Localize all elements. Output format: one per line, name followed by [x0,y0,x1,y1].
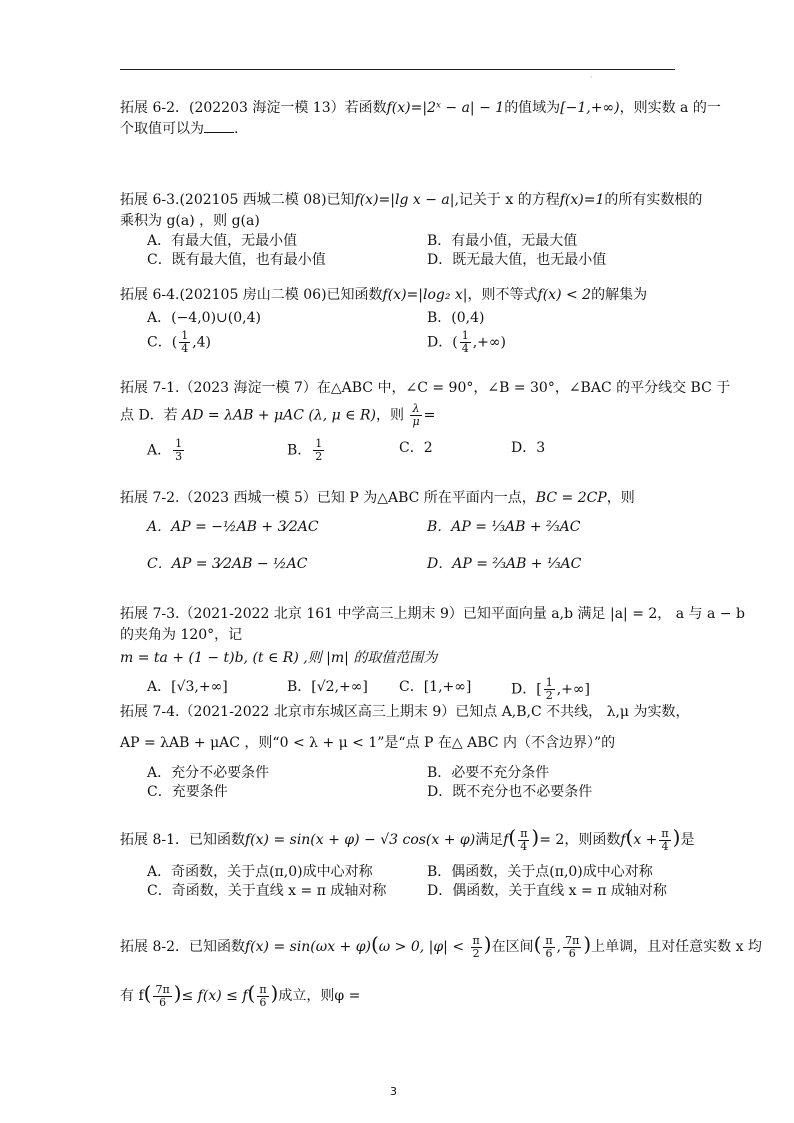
p81-mid: 满足 [475,832,504,848]
p63-prefix: 拓展 6-3.(202105 西城二模 08)已知 [120,192,355,208]
option-b[interactable]: B．(0,4) [427,310,485,326]
numerator: 1 [461,329,469,342]
p71-mid: ，则 [375,407,404,424]
option-c[interactable]: C．奇函数，关于直线 x = π 成轴对称 [147,883,387,899]
problem-8-1: 拓展 8-1．已知函数f(x) = sin(x + φ) − √3 cos(x + φ)满足f( $\frac{\pi}{4}$ )= 2，则函数f(x + $\frac{\pi}{4}$ )是 A．奇函数，关于点(π,0)成中心对称 B．偶函数，关于点(π,0)成中心对称 C．奇函数，关于直线 x = π 成轴对称 D．偶函数，关于直线 x = π 成轴对称 [120,822,675,901]
problem-6-4 [120,285,675,355]
denominator: 4 [181,342,189,355]
p71-line1: 拓展 7-1.（2023 海淀一模 7）在△ABC 中，∠C = 90°，∠B = 30°，∠BAC 的平分线交 BC 于 [120,380,731,396]
p81-tail-end: 是 [680,832,695,848]
p71-prefix: 点 D．若 [120,407,178,424]
denominator: 6 [259,995,267,1009]
p74-line2: AP = λAB + μAC ，则“0 < λ + μ < 1”是“点 P 在△ ABC 内（不含边界）”的 [120,735,616,751]
denominator: 2 [315,450,323,463]
option-d[interactable]: D．偶函数，关于直线 x = π 成轴对称 [427,883,667,899]
p72-options [120,509,675,583]
option-a[interactable] [147,438,287,463]
option-b[interactable] [287,438,399,463]
denominator: 6 [545,946,553,960]
p64-func: f(x)=|log₂ x| [382,287,468,303]
p64-mid: ，则不等式 [467,287,538,303]
option-d[interactable]: D．既不充分也不必要条件 [427,784,593,800]
option-a[interactable]: A．(−4,0)∪(0,4) [147,310,261,326]
d-label: D．[ [511,681,542,698]
p63-line2: 乘积为 g(a) ，则 g(a) [120,213,260,229]
numerator: π [520,826,528,840]
denominator: 3 [175,450,183,463]
numerator: 7π [155,982,170,996]
problem-8-2: 拓展 8-2．已知函数f(x) = sin(ωx + φ)(ω > 0, |φ| < $\frac{\pi}{2}$ )在区间( $\frac{\pi}{6}$ , $\frac{7\pi}{6}$ )上单调，且对任意实数 x 均 有 f( $\frac{7\pi}{6}$ )≤ f(x) ≤ f( $\frac{\pi}{6}$ )成立，则φ = [120,932,762,1009]
c-label: C．( [147,334,178,351]
d-label: D．( [427,334,458,351]
p82-prefix: 拓展 8-2．已知函数 [120,939,245,955]
p73-line2: 的夹角为 120°，记 [120,627,243,643]
pi-over-6 [543,935,554,960]
denominator: μ [412,415,420,428]
page-number: 3 [390,1085,397,1098]
header-rule [120,69,675,70]
option-b[interactable]: B．有最小值，无最大值 [427,233,578,249]
option-c[interactable]: C．充要条件 [147,784,228,800]
seven-pi-over-6 [563,935,581,960]
p62-range: [−1,+∞) [560,100,620,116]
option-d[interactable] [511,677,651,702]
p73-line1: 拓展 7-3.（2021-2022 北京 161 中学高三上期末 9）已知平面向量 a,b 满足 |a| = 2， a 与 a − b [120,606,745,622]
p81-prefix: 拓展 8-1．已知函数 [120,832,245,848]
p72-end: ，则 [606,490,635,506]
option-b[interactable]: B．[√2,+∞] [287,679,368,695]
option-a[interactable]: A．AP = −½AB + 3⁄2AC [147,519,319,535]
p74-options [120,764,675,802]
numerator: 7π [565,933,580,947]
denominator: 6 [568,946,576,960]
numerator: π [661,826,669,840]
answer-blank [204,132,234,133]
numerator: 1 [315,437,323,450]
numerator: π [472,933,480,947]
p81-func: f(x) = sin(x + φ) − √3 cos(x + φ) [245,832,476,848]
p62-suffix: ，则实数 a 的一 [619,100,721,116]
p82-mid: 在区间 [491,939,534,955]
a-label: A． [147,442,172,459]
denominator: 4 [520,839,528,853]
option-b[interactable]: B．偶函数，关于点(π,0)成中心对称 [427,864,653,880]
p64-prefix: 拓展 6-4.(202105 房山二模 06)已知函数 [120,287,383,303]
p82-line2-pre: 有 f [120,988,144,1004]
p72-line1: 拓展 7-2.（2023 西城一模 5）已知 P 为△ABC 所在平面内一点， [120,490,536,506]
x-plus: x + [633,832,658,848]
p64-ineq: f(x) < 2 [537,287,592,303]
numerator: 1 [181,329,189,342]
equals-sign: = [423,407,436,424]
option-b[interactable]: B．AP = ⅓AB + ⅔AC [427,519,581,535]
p82-func: f(x) = sin(ωx + φ) [245,939,371,955]
seven-pi-over-6 [153,984,171,1009]
p73-options [120,677,675,702]
option-c[interactable]: C．既有最大值，也有最小值 [147,252,326,268]
p71-vector-expression: AD = λAB + μAC (λ, μ ∈ R) [182,407,376,424]
option-d[interactable]: D．既无最大值，也无最小值 [427,252,607,268]
problem-6-2 [120,98,721,140]
p82-line2-end: 成立，则φ = [278,988,361,1004]
option-d[interactable]: D．3 [511,440,546,456]
corner-mark: · [590,73,593,82]
option-b[interactable]: B．必要不充分条件 [427,765,550,781]
p62-func: f(x)=|2ˣ − a| − 1 [386,100,505,116]
d-tail: ,+∞) [472,334,506,351]
one-third [173,438,184,463]
pi-over-4 [518,828,529,853]
p63-suffix: 的所有实数根的 [604,192,703,208]
b-label: B． [287,442,312,459]
problem-7-2 [120,488,675,583]
numerator: 1 [545,676,553,689]
f-symbol: f [503,832,509,848]
p62-line2: 个取值可以为 [120,121,204,137]
option-d[interactable]: D．AP = ⅔AB + ⅓AC [427,556,582,572]
denominator: 2 [472,946,480,960]
p81-options [120,863,675,901]
numerator: λ [410,403,421,416]
p63-func: f(x)=|lg x − a| [354,192,455,208]
p82-tail: 上单调，且对任意实数 x 均 [591,939,762,955]
numerator: 1 [175,437,183,450]
denominator: 6 [159,995,167,1009]
option-a[interactable]: A．[√3,+∞] [147,679,228,695]
problem-7-3 [120,604,745,702]
problem-7-4 [120,702,690,802]
p62-prefix: 拓展 6-2．(202203 海淀一模 13）若函数 [120,100,387,116]
f-symbol: f [620,832,626,848]
denominator: 4 [461,342,469,355]
p63-eq: f(x)=1 [559,192,605,208]
c-tail: ,4) [192,334,212,351]
option-a[interactable]: A．有最大值，无最小值 [147,233,298,249]
lambda-over-mu [410,403,421,428]
p81-tail-pre: ，则函数 [564,832,621,848]
p64-suffix: 的解集为 [591,287,648,303]
problem-6-3 [120,190,703,270]
one-half [313,438,324,463]
pi-over-6 [257,984,268,1009]
option-c[interactable]: C．[1,+∞] [399,679,472,695]
numerator: π [545,933,553,947]
option-d[interactable] [427,330,702,355]
p74-line1: 拓展 7-4.（2021-2022 北京市东城区高三上期末 9）已知点 A,B,C 不共线， λ,μ 为实数， [120,704,690,720]
one-half [544,677,555,702]
option-a[interactable]: A．充分不必要条件 [147,765,270,781]
p73-line3: m = ta + (1 − t)b, (t ∈ R) ,则 |m| 的取值范围为 [120,650,438,666]
denominator: 2 [545,689,553,702]
option-c[interactable]: C．2 [399,440,433,456]
p63-mid: ,记关于 x 的方程 [454,192,560,208]
p71-options [120,438,675,463]
p64-options [120,306,675,355]
p62-mid: 的值域为 [504,100,561,116]
option-a[interactable]: A．奇函数，关于点(π,0)成中心对称 [147,864,373,880]
quarter-fraction [179,330,190,355]
pi-over-2 [471,935,482,960]
p82-cond: ω > 0, |φ| < [378,939,469,955]
option-c[interactable] [147,330,427,355]
option-c[interactable]: C．AP = 3⁄2AB − ½AC [147,556,308,572]
pi-over-4 [659,828,670,853]
numerator: π [259,982,267,996]
p82-line2-mid: ≤ f(x) ≤ f [181,988,248,1004]
problem-7-1 [120,378,731,463]
p72-condition: BC = 2CP [535,490,607,506]
p81-cond-value: = 2 [539,832,565,848]
denominator: 4 [661,839,669,853]
p63-options [120,232,675,270]
quarter-fraction [460,330,471,355]
p62-end: . [234,121,239,137]
d-tail: ,+∞] [556,681,590,698]
